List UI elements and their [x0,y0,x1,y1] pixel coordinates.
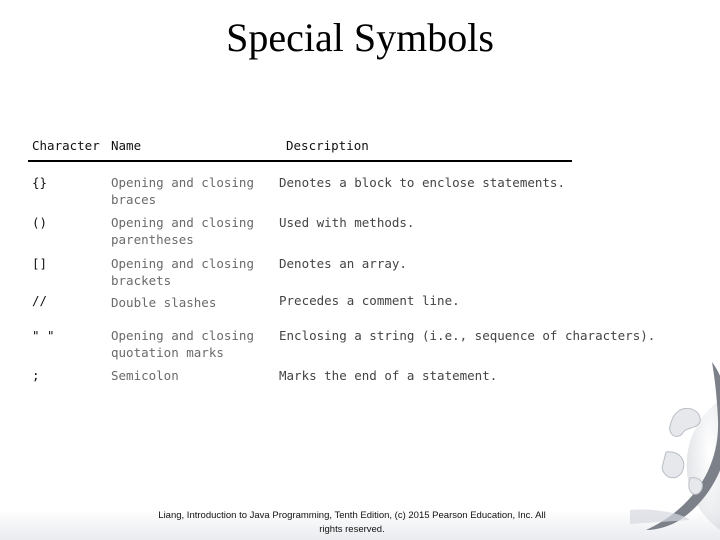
footer-line-2: rights reserved. [319,524,385,535]
cell-name: Opening and closing brackets [111,256,254,288]
cell-description: Marks the end of a statement. [279,368,498,383]
cell-description: Used with methods. [279,215,415,230]
cell-name: Opening and closing quotation marks [111,328,254,360]
cell-character: ; [32,368,40,383]
slide-title: Special Symbols [226,15,494,60]
cell-character: () [32,215,48,230]
cell-name: Double slashes [111,295,217,310]
cell-description: Denotes an array. [279,256,407,271]
header-description: Description [286,138,369,153]
cell-character: {} [32,175,48,190]
footer-line-1: Liang, Introduction to Java Programming, Tenth Edition, (c) 2015 Pearson Education, Inc. All [158,510,546,521]
cell-description: Precedes a comment line. [279,293,460,308]
cell-character: // [32,293,48,308]
cell-character: [] [32,256,48,271]
header-rule [28,160,572,162]
cell-name: Opening and closing parentheses [111,215,254,247]
cell-name: Semicolon [111,368,179,383]
table-header [28,138,688,158]
cell-name: Opening and closing braces [111,175,254,207]
cell-character: " " [32,328,55,343]
header-character: Character [32,138,100,153]
footer-copyright [140,509,564,537]
cell-description: Denotes a block to enclose statements. [279,175,565,190]
header-name: Name [111,138,142,153]
cell-description: Enclosing a string (i.e., sequence of characters). [279,328,656,343]
globe-decoration-icon [570,360,720,530]
